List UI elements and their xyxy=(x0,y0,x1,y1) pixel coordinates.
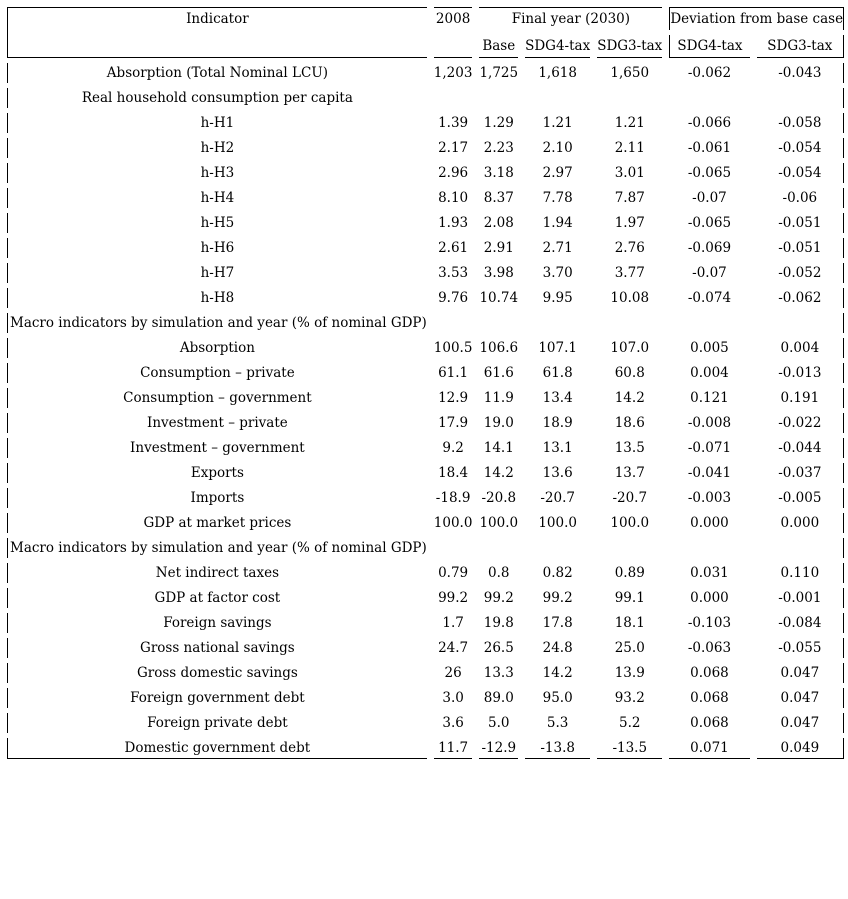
cell-value: 7.78 xyxy=(542,190,573,206)
cell-value: 8.10 xyxy=(438,190,469,206)
cell-value xyxy=(669,313,749,333)
cell-value: 0.191 xyxy=(757,388,844,408)
cell-value: 11.9 xyxy=(483,390,514,406)
row-label: Absorption (Total Nominal LCU) xyxy=(7,63,427,83)
col-header-deviation-sdg3-tax: SDG3-tax xyxy=(757,35,844,58)
cell-value: -0.065 xyxy=(687,215,732,231)
cell-value: 7.87 xyxy=(614,190,645,206)
row-label: Domestic government debt xyxy=(7,738,427,759)
table-row xyxy=(7,638,844,658)
cell-value: -0.066 xyxy=(687,115,732,131)
cell-value xyxy=(669,538,749,558)
cell-value: 19.0 xyxy=(483,415,514,431)
cell-value: -0.103 xyxy=(687,615,732,631)
cell-value: 1.21 xyxy=(542,115,573,131)
cell-value: 8.37 xyxy=(483,190,514,206)
col-header-base: Base xyxy=(479,35,518,58)
cell-value: 0.068 xyxy=(690,690,729,706)
table-row xyxy=(7,288,844,308)
cell-value: -0.044 xyxy=(757,438,844,458)
cell-value xyxy=(597,538,662,558)
table-row xyxy=(7,513,844,533)
table-row xyxy=(7,113,844,133)
cell-value: 18.4 xyxy=(438,465,469,481)
cell-value: 1.97 xyxy=(614,215,645,231)
cell-value: 2.61 xyxy=(438,240,469,256)
table-row xyxy=(7,388,844,408)
cell-value: 14.2 xyxy=(614,390,645,406)
cell-value: 3.70 xyxy=(542,265,573,281)
row-label: GDP at market prices xyxy=(7,513,427,533)
cell-value xyxy=(669,88,749,108)
table-row xyxy=(7,63,844,83)
cell-value: 0.047 xyxy=(757,663,844,683)
cell-value: -0.051 xyxy=(757,213,844,233)
cell-value: 0.121 xyxy=(690,390,729,406)
cell-value: 25.0 xyxy=(614,640,645,656)
cell-value: 1.21 xyxy=(614,115,645,131)
cell-value xyxy=(434,88,473,108)
cell-value: 60.8 xyxy=(614,365,645,381)
cell-value: -0.065 xyxy=(687,165,732,181)
results-table xyxy=(0,2,848,764)
cell-value: 5.2 xyxy=(619,715,641,731)
cell-value: -0.037 xyxy=(757,463,844,483)
table-row xyxy=(7,163,844,183)
cell-value: 13.6 xyxy=(542,465,573,481)
cell-value: -0.013 xyxy=(757,363,844,383)
cell-value: 14.2 xyxy=(542,665,573,681)
row-label: Investment – government xyxy=(7,438,427,458)
cell-value: 14.2 xyxy=(483,465,514,481)
cell-value: -0.043 xyxy=(757,63,844,83)
row-label: Gross domestic savings xyxy=(7,663,427,683)
cell-value: 100.0 xyxy=(479,515,519,531)
cell-value: -0.069 xyxy=(687,240,732,256)
cell-value: 0.071 xyxy=(669,738,749,759)
cell-value: 99.2 xyxy=(483,590,514,606)
cell-value: -0.003 xyxy=(687,490,732,506)
cell-value: 0.004 xyxy=(690,365,729,381)
cell-value xyxy=(597,88,662,108)
cell-value: 0.000 xyxy=(690,515,729,531)
table-row xyxy=(7,738,844,759)
section-row xyxy=(7,538,844,558)
table-header xyxy=(7,7,844,58)
cell-value: 13.1 xyxy=(542,440,573,456)
cell-value: 0.047 xyxy=(757,688,844,708)
table-row xyxy=(7,438,844,458)
cell-value: 100.0 xyxy=(538,515,577,531)
cell-value: 106.6 xyxy=(479,340,519,356)
cell-value: 107.1 xyxy=(538,340,577,356)
cell-value: -13.8 xyxy=(525,738,590,759)
cell-value: 1,618 xyxy=(538,65,577,81)
cell-value: -0.06 xyxy=(757,188,844,208)
col-header-sdg4-tax: SDG4-tax xyxy=(525,35,590,58)
cell-value: 9.2 xyxy=(442,440,464,456)
cell-value: 1.93 xyxy=(438,215,469,231)
cell-value: 2.10 xyxy=(542,140,573,156)
cell-value: 3.6 xyxy=(442,715,464,731)
cell-value: -0.041 xyxy=(687,465,732,481)
cell-value: 2.97 xyxy=(542,165,573,181)
cell-value xyxy=(434,313,473,333)
cell-value: 26.5 xyxy=(483,640,514,656)
table-row xyxy=(7,213,844,233)
row-label: Imports xyxy=(7,488,427,508)
table-row xyxy=(7,363,844,383)
row-label: Investment – private xyxy=(7,413,427,433)
cell-value: 99.1 xyxy=(614,590,645,606)
cell-value: 1.29 xyxy=(483,115,514,131)
cell-value: -0.054 xyxy=(757,163,844,183)
cell-value: 13.9 xyxy=(614,665,645,681)
table-row xyxy=(7,463,844,483)
row-label: h-H6 xyxy=(7,238,427,258)
cell-value: -20.7 xyxy=(540,490,575,506)
cell-value: 61.6 xyxy=(483,365,514,381)
table-row xyxy=(7,563,844,583)
cell-value: 10.74 xyxy=(479,290,519,306)
cell-value: 0.000 xyxy=(690,590,729,606)
cell-value: -0.062 xyxy=(687,65,732,81)
cell-value xyxy=(757,538,844,558)
cell-value: 11.7 xyxy=(434,738,473,759)
cell-value: -0.005 xyxy=(757,488,844,508)
cell-value: -0.022 xyxy=(757,413,844,433)
cell-value: -0.001 xyxy=(757,588,844,608)
cell-value: 2.71 xyxy=(542,240,573,256)
cell-value: 0.005 xyxy=(690,340,729,356)
cell-value: 3.98 xyxy=(483,265,514,281)
cell-value: 0.004 xyxy=(757,338,844,358)
cell-value: 93.2 xyxy=(614,690,645,706)
cell-value: -0.063 xyxy=(687,640,732,656)
cell-value: -0.058 xyxy=(757,113,844,133)
cell-value: 5.3 xyxy=(546,715,569,731)
cell-value: 3.53 xyxy=(438,265,469,281)
cell-value xyxy=(597,313,662,333)
row-label: h-H2 xyxy=(7,138,427,158)
cell-value xyxy=(479,313,518,333)
row-label: Consumption – government xyxy=(7,388,427,408)
row-label: Foreign private debt xyxy=(7,713,427,733)
row-label: h-H4 xyxy=(7,188,427,208)
table-row xyxy=(7,88,844,108)
cell-value: 26 xyxy=(444,665,462,681)
cell-value: 0.049 xyxy=(757,738,844,759)
cell-value: 1.94 xyxy=(542,215,573,231)
col-group-deviation: Deviation from base case xyxy=(669,7,844,30)
cell-value: 18.6 xyxy=(614,415,645,431)
cell-value: -18.9 xyxy=(435,490,471,506)
table-row xyxy=(7,188,844,208)
cell-value: 3.0 xyxy=(442,690,464,706)
col-group-final-year: Final year (2030) xyxy=(479,7,662,30)
cell-value: 3.77 xyxy=(614,265,645,281)
cell-value: -0.07 xyxy=(692,265,727,281)
cell-value: 10.08 xyxy=(610,290,650,306)
cell-value: 19.8 xyxy=(483,615,514,631)
col-header-deviation-sdg4-tax: SDG4-tax xyxy=(669,35,749,58)
cell-value: 13.4 xyxy=(542,390,573,406)
cell-value: -0.07 xyxy=(692,190,727,206)
cell-value: 2.76 xyxy=(614,240,645,256)
cell-value: 2.11 xyxy=(614,140,645,156)
cell-value: 61.1 xyxy=(438,365,469,381)
cell-value: 0.031 xyxy=(690,565,729,581)
table-row xyxy=(7,488,844,508)
row-label: Foreign savings xyxy=(7,613,427,633)
cell-value: -0.054 xyxy=(757,138,844,158)
cell-value: 13.3 xyxy=(483,665,514,681)
cell-value: 100.5 xyxy=(433,340,473,356)
section-label: Macro indicators by simulation and year (% of nominal GDP) xyxy=(7,313,427,333)
cell-value: -0.051 xyxy=(757,238,844,258)
cell-value: 89.0 xyxy=(483,690,514,706)
row-label: Consumption – private xyxy=(7,363,427,383)
cell-value: 2.17 xyxy=(438,140,469,156)
cell-value: -0.008 xyxy=(687,415,732,431)
cell-value: 18.9 xyxy=(542,415,573,431)
row-label: h-H8 xyxy=(7,288,427,308)
cell-value: 2.23 xyxy=(483,140,514,156)
cell-value xyxy=(757,88,844,108)
table-row xyxy=(7,713,844,733)
cell-value: -13.5 xyxy=(597,738,662,759)
cell-value: 3.01 xyxy=(614,165,645,181)
table-row xyxy=(7,688,844,708)
cell-value: 0.000 xyxy=(757,513,844,533)
table-row xyxy=(7,413,844,433)
cell-value: -0.074 xyxy=(687,290,732,306)
cell-value: -0.052 xyxy=(757,263,844,283)
cell-value: 9.95 xyxy=(542,290,573,306)
cell-value: 2.08 xyxy=(483,215,514,231)
cell-value: 17.8 xyxy=(542,615,573,631)
cell-value: 99.2 xyxy=(542,590,573,606)
cell-value xyxy=(525,313,590,333)
row-label: Foreign government debt xyxy=(7,688,427,708)
cell-value: 13.5 xyxy=(614,440,645,456)
cell-value: -20.8 xyxy=(481,490,517,506)
table-row xyxy=(7,613,844,633)
row-label: Net indirect taxes xyxy=(7,563,427,583)
cell-value: 13.7 xyxy=(614,465,645,481)
col-header-sdg3-tax: SDG3-tax xyxy=(597,35,662,58)
col-header-indicator: Indicator xyxy=(7,7,427,58)
row-label: h-H3 xyxy=(7,163,427,183)
cell-value: 0.047 xyxy=(757,713,844,733)
col-header-2008: 2008 xyxy=(434,7,473,58)
cell-value: 9.76 xyxy=(438,290,469,306)
cell-value: 12.9 xyxy=(438,390,469,406)
cell-value: 2.96 xyxy=(438,165,469,181)
cell-value: -12.9 xyxy=(479,738,518,759)
cell-value: -20.7 xyxy=(612,490,648,506)
row-label: Gross national savings xyxy=(7,638,427,658)
cell-value: 17.9 xyxy=(438,415,469,431)
cell-value: -0.084 xyxy=(757,613,844,633)
cell-value: 0.110 xyxy=(757,563,844,583)
cell-value: 24.7 xyxy=(438,640,469,656)
cell-value: 5.0 xyxy=(488,715,510,731)
section-label: Macro indicators by simulation and year (% of nominal GDP) xyxy=(7,538,427,558)
cell-value xyxy=(479,538,518,558)
table-row xyxy=(7,138,844,158)
cell-value: -0.061 xyxy=(687,140,732,156)
cell-value: 95.0 xyxy=(542,690,573,706)
cell-value: 0.068 xyxy=(690,715,729,731)
cell-value xyxy=(757,313,844,333)
cell-value: 24.8 xyxy=(542,640,573,656)
table-row xyxy=(7,263,844,283)
cell-value xyxy=(525,538,590,558)
cell-value: 0.068 xyxy=(690,665,729,681)
cell-value: 1,203 xyxy=(433,65,473,81)
cell-value: -0.055 xyxy=(757,638,844,658)
table-row xyxy=(7,588,844,608)
row-label: Absorption xyxy=(7,338,427,358)
cell-value: -0.062 xyxy=(757,288,844,308)
table-row xyxy=(7,238,844,258)
cell-value: 0.89 xyxy=(614,565,645,581)
cell-value: 61.8 xyxy=(542,365,573,381)
cell-value: 100.0 xyxy=(610,515,650,531)
cell-value: 3.18 xyxy=(483,165,514,181)
table-row xyxy=(7,663,844,683)
cell-value: 0.79 xyxy=(438,565,469,581)
cell-value xyxy=(434,538,473,558)
cell-value: 14.1 xyxy=(483,440,514,456)
cell-value: 2.91 xyxy=(483,240,514,256)
cell-value xyxy=(525,88,590,108)
table-row xyxy=(7,338,844,358)
row-label: Real household consumption per capita xyxy=(7,88,427,108)
cell-value: 0.82 xyxy=(542,565,573,581)
cell-value: 0.8 xyxy=(488,565,510,581)
row-label: Exports xyxy=(7,463,427,483)
row-label: h-H1 xyxy=(7,113,427,133)
cell-value: 99.2 xyxy=(438,590,469,606)
cell-value: 100.0 xyxy=(433,515,473,531)
row-label: h-H7 xyxy=(7,263,427,283)
cell-value: 1,650 xyxy=(610,65,650,81)
header-row-groups xyxy=(7,7,844,30)
cell-value: 1,725 xyxy=(479,65,519,81)
cell-value: 107.0 xyxy=(610,340,650,356)
cell-value: -0.071 xyxy=(687,440,732,456)
cell-value: 1.39 xyxy=(438,115,469,131)
table-body xyxy=(7,63,844,759)
cell-value: 1.7 xyxy=(442,615,464,631)
section-row xyxy=(7,313,844,333)
cell-value xyxy=(479,88,518,108)
cell-value: 18.1 xyxy=(614,615,645,631)
row-label: GDP at factor cost xyxy=(7,588,427,608)
row-label: h-H5 xyxy=(7,213,427,233)
